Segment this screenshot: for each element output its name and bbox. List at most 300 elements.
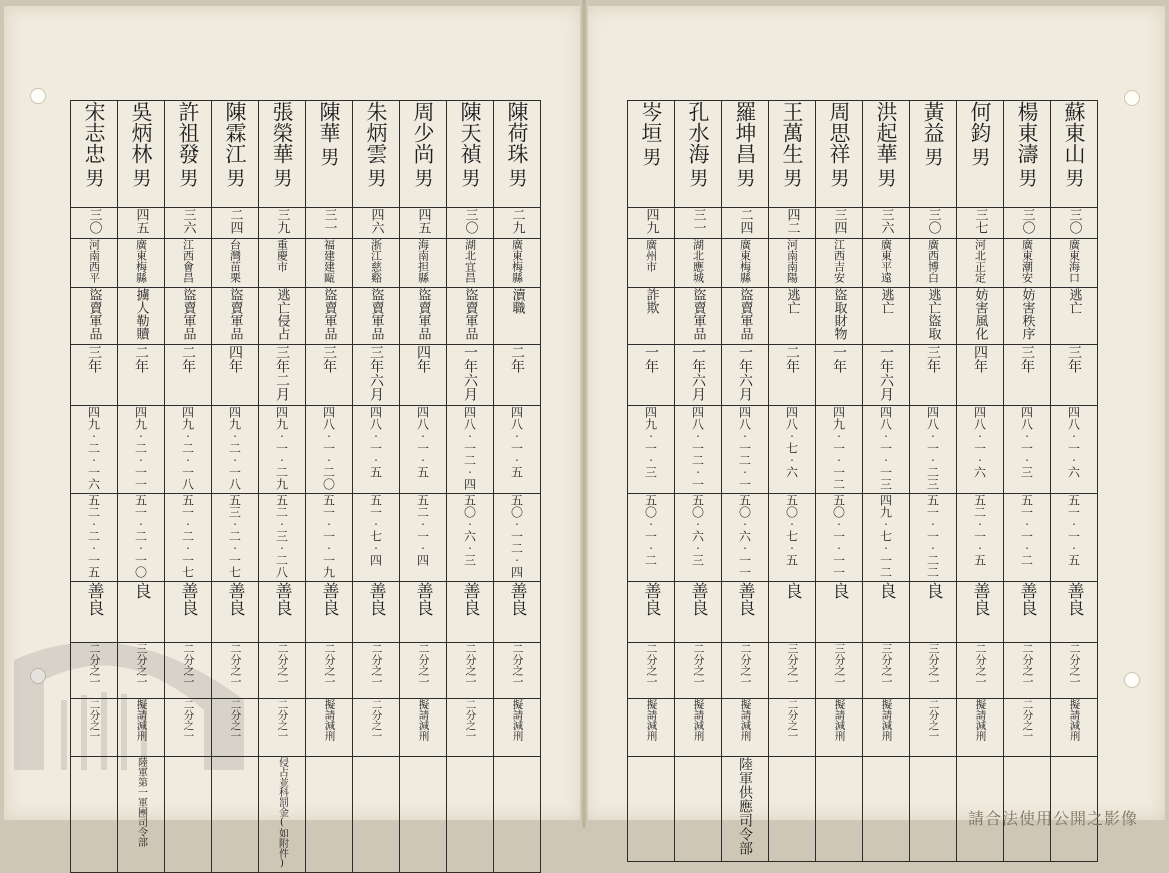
place-text: 江西吉安: [832, 239, 846, 283]
opinion-text: 擬請減刑: [833, 699, 846, 741]
cell-conduct: [259, 582, 306, 643]
table-row-remark: [71, 757, 541, 873]
cell-name: [400, 101, 447, 208]
cell-name: [494, 101, 541, 208]
person-sex: 男: [411, 168, 434, 187]
place-text: 廣東潮安: [1020, 239, 1034, 283]
cell-opinion: [447, 699, 494, 757]
cell-name: [71, 101, 118, 208]
cell-crime: [353, 288, 400, 345]
cell-conduct: [722, 582, 769, 643]
cell-conduct: [910, 582, 957, 643]
table-row-fraction: [628, 643, 1098, 699]
term-text: 三年: [321, 345, 337, 373]
age-text: 四五: [133, 208, 149, 234]
cell-age: [118, 208, 165, 239]
end-text: 五〇‧一二‧四: [509, 494, 524, 578]
cell-term: [675, 345, 722, 406]
place-text: 湖北應城: [691, 239, 705, 283]
cell-age: [722, 208, 769, 239]
conduct-text: 善良: [734, 582, 755, 616]
cell-crime: [863, 288, 910, 345]
age-text: 二九: [509, 208, 525, 234]
cell-end: [628, 494, 675, 582]
cell-term: [306, 345, 353, 406]
cell-term: [863, 345, 910, 406]
cell-opinion: [306, 699, 353, 757]
binding-hole: [1124, 90, 1140, 106]
person-sex: 男: [1062, 168, 1085, 187]
person-sex: 男: [458, 168, 481, 187]
fraction-text: 二分之一: [229, 643, 242, 687]
cell-crime: [816, 288, 863, 345]
table-row-name: [628, 101, 1098, 208]
term-text: 三年六月: [368, 345, 384, 401]
cell-fraction: [816, 643, 863, 699]
usage-notice: 請合法使用公開之影像: [968, 809, 1139, 828]
crime-text: 盜賣軍品: [227, 288, 243, 340]
cell-term: [447, 345, 494, 406]
cell-opinion: [165, 699, 212, 757]
fraction-text: 二分之一: [692, 643, 705, 687]
start-text: 四八‧一二‧一: [737, 406, 752, 490]
cell-place: [1051, 239, 1098, 288]
cell-remark: [306, 757, 353, 873]
cell-remark: [494, 757, 541, 873]
opinion-text: 二分之一: [370, 699, 383, 741]
cell-end: [1004, 494, 1051, 582]
place-text: 廣東海口: [1067, 239, 1081, 283]
cell-remark: [675, 757, 722, 862]
cell-start: [259, 406, 306, 494]
cell-opinion: [259, 699, 306, 757]
cell-conduct: [306, 582, 353, 643]
cell-fraction: [722, 643, 769, 699]
cell-place: [71, 239, 118, 288]
term-text: 一年: [831, 345, 847, 373]
crime-text: 詐欺: [643, 288, 659, 314]
cell-fraction: [353, 643, 400, 699]
cell-conduct: [957, 582, 1004, 643]
conduct-text: 善良: [271, 582, 292, 616]
opinion-text: 二分之一: [276, 699, 289, 741]
term-text: 三年: [1066, 345, 1082, 373]
opinion-text: 擬請減刑: [645, 699, 658, 741]
cell-name: [957, 101, 1004, 208]
cell-start: [957, 406, 1004, 494]
start-text: 四八‧一‧五: [415, 406, 430, 478]
cell-start: [165, 406, 212, 494]
person-sex: 男: [505, 168, 528, 187]
cell-fraction: [494, 643, 541, 699]
cell-opinion: [212, 699, 259, 757]
end-text: 五〇‧六‧一一: [737, 494, 752, 578]
conduct-text: 善良: [1016, 582, 1037, 616]
cell-conduct: [769, 582, 816, 643]
opinion-text: 二分之一: [229, 699, 242, 741]
cell-age: [212, 208, 259, 239]
fraction-text: 二分之一: [1021, 643, 1034, 687]
cell-name: [722, 101, 769, 208]
cell-end: [447, 494, 494, 582]
person-name: 周思祥: [827, 101, 851, 164]
crime-text: 瀆職: [509, 288, 525, 314]
cell-start: [1004, 406, 1051, 494]
place-text: 廣東梅縣: [738, 239, 752, 283]
opinion-text: 擬請減刑: [974, 699, 987, 741]
crime-text: 盜賣軍品: [462, 288, 478, 340]
cell-name: [816, 101, 863, 208]
fraction-text: 二分之一: [739, 643, 752, 687]
age-text: 三〇: [462, 208, 478, 234]
start-text: 四八‧一‧六: [972, 406, 987, 478]
fraction-text: 二分之一: [1068, 643, 1081, 687]
cell-start: [1051, 406, 1098, 494]
crime-text: 盜賣軍品: [321, 288, 337, 340]
opinion-text: 二分之一: [88, 699, 101, 741]
cell-conduct: [863, 582, 910, 643]
crime-text: 盜賣軍品: [690, 288, 706, 340]
term-text: 三年二月: [274, 345, 290, 401]
cell-crime: [259, 288, 306, 345]
start-text: 四九‧二‧一一: [133, 406, 148, 490]
end-text: 五〇‧六‧三: [462, 494, 477, 566]
person-sex: 男: [223, 168, 246, 187]
cell-end: [722, 494, 769, 582]
cell-term: [494, 345, 541, 406]
person-sex: 男: [827, 168, 850, 187]
cell-end: [957, 494, 1004, 582]
cell-place: [494, 239, 541, 288]
cell-crime: [71, 288, 118, 345]
cell-remark: [71, 757, 118, 873]
cell-end: [494, 494, 541, 582]
cell-conduct: [494, 582, 541, 643]
conduct-text: 良: [781, 582, 802, 599]
table-row-conduct: [628, 582, 1098, 643]
crime-text: 妨害秩序: [1019, 288, 1035, 340]
cell-fraction: [306, 643, 353, 699]
start-text: 四九‧一‧三: [643, 406, 658, 478]
fraction-text: 二分之一: [276, 643, 289, 687]
crime-text: 擄人勒贖: [133, 288, 149, 340]
cell-remark: [769, 757, 816, 862]
conduct-text: 良: [130, 582, 151, 599]
cell-remark: [910, 757, 957, 862]
cell-fraction: [447, 643, 494, 699]
table-row-term: [628, 345, 1098, 406]
place-text: 海南担縣: [416, 239, 430, 283]
opinion-text: 二分之一: [182, 699, 195, 741]
cell-place: [118, 239, 165, 288]
cell-start: [212, 406, 259, 494]
cell-fraction: [400, 643, 447, 699]
place-text: 湖北宜昌: [463, 239, 477, 283]
cell-crime: [212, 288, 259, 345]
cell-name: [353, 101, 400, 208]
age-text: 二四: [737, 208, 753, 234]
table-row-place: [71, 239, 541, 288]
fraction-text: 三分之一: [135, 643, 148, 687]
cell-name: [165, 101, 212, 208]
cell-age: [165, 208, 212, 239]
cell-conduct: [400, 582, 447, 643]
end-text: 五二‧一‧五: [972, 494, 987, 566]
cell-age: [628, 208, 675, 239]
table-row-start: [628, 406, 1098, 494]
cell-place: [447, 239, 494, 288]
cell-age: [353, 208, 400, 239]
cell-name: [863, 101, 910, 208]
cell-start: [816, 406, 863, 494]
cell-name: [910, 101, 957, 208]
cell-opinion: [863, 699, 910, 757]
start-text: 四九‧一‧二九: [274, 406, 289, 490]
cell-fraction: [259, 643, 306, 699]
cell-opinion: [675, 699, 722, 757]
person-name: 朱炳雲: [364, 101, 388, 164]
term-text: 一年六月: [878, 345, 894, 401]
cell-name: [306, 101, 353, 208]
cell-place: [1004, 239, 1051, 288]
age-text: 三一: [690, 208, 706, 234]
conduct-text: 善良: [687, 582, 708, 616]
prisoner-table-right: [627, 100, 1098, 862]
end-text: 四九‧七‧一二: [878, 494, 893, 578]
age-text: 四五: [415, 208, 431, 234]
cell-opinion: [71, 699, 118, 757]
age-text: 三〇: [925, 208, 941, 234]
cell-place: [722, 239, 769, 288]
person-sex: 男: [921, 147, 944, 166]
cell-conduct: [1004, 582, 1051, 643]
crime-text: 盜取財物: [831, 288, 847, 340]
cell-name: [628, 101, 675, 208]
term-text: 二年: [180, 345, 196, 373]
conduct-text: 善良: [459, 582, 480, 616]
crime-text: 盜賣軍品: [368, 288, 384, 340]
term-text: 一年六月: [462, 345, 478, 401]
opinion-text: 擬請減刑: [417, 699, 430, 741]
cell-place: [165, 239, 212, 288]
cell-remark: [447, 757, 494, 873]
cell-opinion: [1004, 699, 1051, 757]
cell-end: [1051, 494, 1098, 582]
cell-place: [769, 239, 816, 288]
fraction-text: 二分之一: [645, 643, 658, 687]
cell-remark: [628, 757, 675, 862]
term-text: 三年: [1019, 345, 1035, 373]
cell-fraction: [910, 643, 957, 699]
cell-term: [769, 345, 816, 406]
binding-hole: [1124, 672, 1140, 688]
cell-crime: [1004, 288, 1051, 345]
cell-remark: [863, 757, 910, 862]
cell-crime: [494, 288, 541, 345]
cell-term: [118, 345, 165, 406]
start-text: 四八‧一‧六: [1066, 406, 1081, 478]
cell-end: [259, 494, 306, 582]
cell-place: [816, 239, 863, 288]
cell-age: [306, 208, 353, 239]
cell-remark: [212, 757, 259, 873]
table-row-age: [71, 208, 541, 239]
end-text: 五〇‧一‧二: [643, 494, 658, 566]
place-text: 河北正定: [973, 239, 987, 283]
remark-text: 陸軍第一軍團司令部: [135, 757, 147, 847]
cell-age: [957, 208, 1004, 239]
end-text: 五一‧七‧四: [368, 494, 383, 566]
opinion-text: 擬請減刑: [323, 699, 336, 741]
cell-fraction: [863, 643, 910, 699]
cell-age: [447, 208, 494, 239]
age-text: 三一: [321, 208, 337, 234]
opinion-text: 二分之一: [1021, 699, 1034, 741]
fraction-text: 二分之一: [417, 643, 430, 687]
person-name: 陳霖江: [223, 101, 247, 164]
person-name: 陳華: [317, 101, 341, 143]
table-row-start: [71, 406, 541, 494]
crime-text: 盜賣軍品: [415, 288, 431, 340]
cell-start: [118, 406, 165, 494]
cell-place: [628, 239, 675, 288]
age-text: 三九: [274, 208, 290, 234]
cell-crime: [910, 288, 957, 345]
cell-fraction: [118, 643, 165, 699]
opinion-text: 擬請減刑: [692, 699, 705, 741]
conduct-text: 良: [922, 582, 943, 599]
cell-term: [400, 345, 447, 406]
person-name: 張榮華: [270, 101, 294, 164]
cell-crime: [306, 288, 353, 345]
fraction-text: 二分之一: [974, 643, 987, 687]
cell-term: [1051, 345, 1098, 406]
cell-age: [910, 208, 957, 239]
term-text: 四年: [972, 345, 988, 373]
place-text: 河南西平: [87, 239, 101, 283]
cell-start: [447, 406, 494, 494]
cell-conduct: [816, 582, 863, 643]
conduct-text: 良: [828, 582, 849, 599]
place-text: 廣西博白: [926, 239, 940, 283]
person-name: 洪起華: [874, 101, 898, 164]
cell-opinion: [353, 699, 400, 757]
person-sex: 男: [82, 168, 105, 187]
cell-fraction: [1004, 643, 1051, 699]
cell-opinion: [910, 699, 957, 757]
crime-text: 盜賣軍品: [180, 288, 196, 340]
term-text: 三年: [925, 345, 941, 373]
cell-start: [306, 406, 353, 494]
crime-text: 逃亡: [784, 288, 800, 314]
place-text: 廣東梅縣: [510, 239, 524, 283]
cell-name: [259, 101, 306, 208]
person-sex: 男: [1015, 168, 1038, 187]
person-name: 何鈞: [968, 101, 992, 143]
person-sex: 男: [686, 168, 709, 187]
cell-conduct: [71, 582, 118, 643]
cell-start: [722, 406, 769, 494]
end-text: 五一‧一‧一九: [321, 494, 336, 578]
cell-remark: [165, 757, 212, 873]
cell-conduct: [165, 582, 212, 643]
fraction-text: 二分之一: [464, 643, 477, 687]
table-row-place: [628, 239, 1098, 288]
cell-conduct: [628, 582, 675, 643]
cell-remark: [722, 757, 769, 862]
cell-age: [1004, 208, 1051, 239]
cell-crime: [722, 288, 769, 345]
term-text: 二年: [509, 345, 525, 373]
binding-hole: [30, 88, 46, 104]
cell-start: [863, 406, 910, 494]
cell-start: [353, 406, 400, 494]
opinion-text: 二分之一: [786, 699, 799, 741]
table-row-fraction: [71, 643, 541, 699]
cell-end: [165, 494, 212, 582]
cell-crime: [675, 288, 722, 345]
conduct-text: 善良: [224, 582, 245, 616]
cell-place: [675, 239, 722, 288]
age-text: 四二: [784, 208, 800, 234]
cell-fraction: [71, 643, 118, 699]
opinion-text: 擬請減刑: [739, 699, 752, 741]
person-name: 孔水海: [686, 101, 710, 164]
cell-crime: [118, 288, 165, 345]
cell-start: [910, 406, 957, 494]
cell-end: [400, 494, 447, 582]
conduct-text: 善良: [506, 582, 527, 616]
crime-text: 逃亡: [878, 288, 894, 314]
end-text: 五二‧一‧四: [415, 494, 430, 566]
cell-end: [118, 494, 165, 582]
age-text: 三〇: [86, 208, 102, 234]
cell-end: [816, 494, 863, 582]
cell-name: [118, 101, 165, 208]
table-row-opinion: [71, 699, 541, 757]
person-sex: 男: [270, 168, 293, 187]
place-text: 廣東梅縣: [134, 239, 148, 283]
person-name: 宋志忠: [82, 101, 106, 164]
opinion-text: 擬請減刑: [880, 699, 893, 741]
cell-remark: [816, 757, 863, 862]
start-text: 四八‧一二‧一: [690, 406, 705, 490]
table-row-crime: [71, 288, 541, 345]
cell-term: [165, 345, 212, 406]
cell-age: [816, 208, 863, 239]
person-name: 許祖發: [176, 101, 200, 164]
cell-start: [71, 406, 118, 494]
cell-conduct: [353, 582, 400, 643]
end-text: 五〇‧一‧一一: [831, 494, 846, 578]
cell-name: [769, 101, 816, 208]
cell-place: [353, 239, 400, 288]
cell-term: [628, 345, 675, 406]
end-text: 五三‧二‧一七: [227, 494, 242, 578]
start-text: 四八‧一‧五: [509, 406, 524, 478]
conduct-text: 善良: [177, 582, 198, 616]
age-text: 三〇: [1019, 208, 1035, 234]
cell-opinion: [118, 699, 165, 757]
term-text: 二年: [133, 345, 149, 373]
conduct-text: 良: [875, 582, 896, 599]
cell-end: [863, 494, 910, 582]
place-text: 廣東平遠: [879, 239, 893, 283]
cell-fraction: [675, 643, 722, 699]
person-sex: 男: [129, 168, 152, 187]
person-name: 黃益: [921, 101, 945, 143]
table-row-end: [628, 494, 1098, 582]
